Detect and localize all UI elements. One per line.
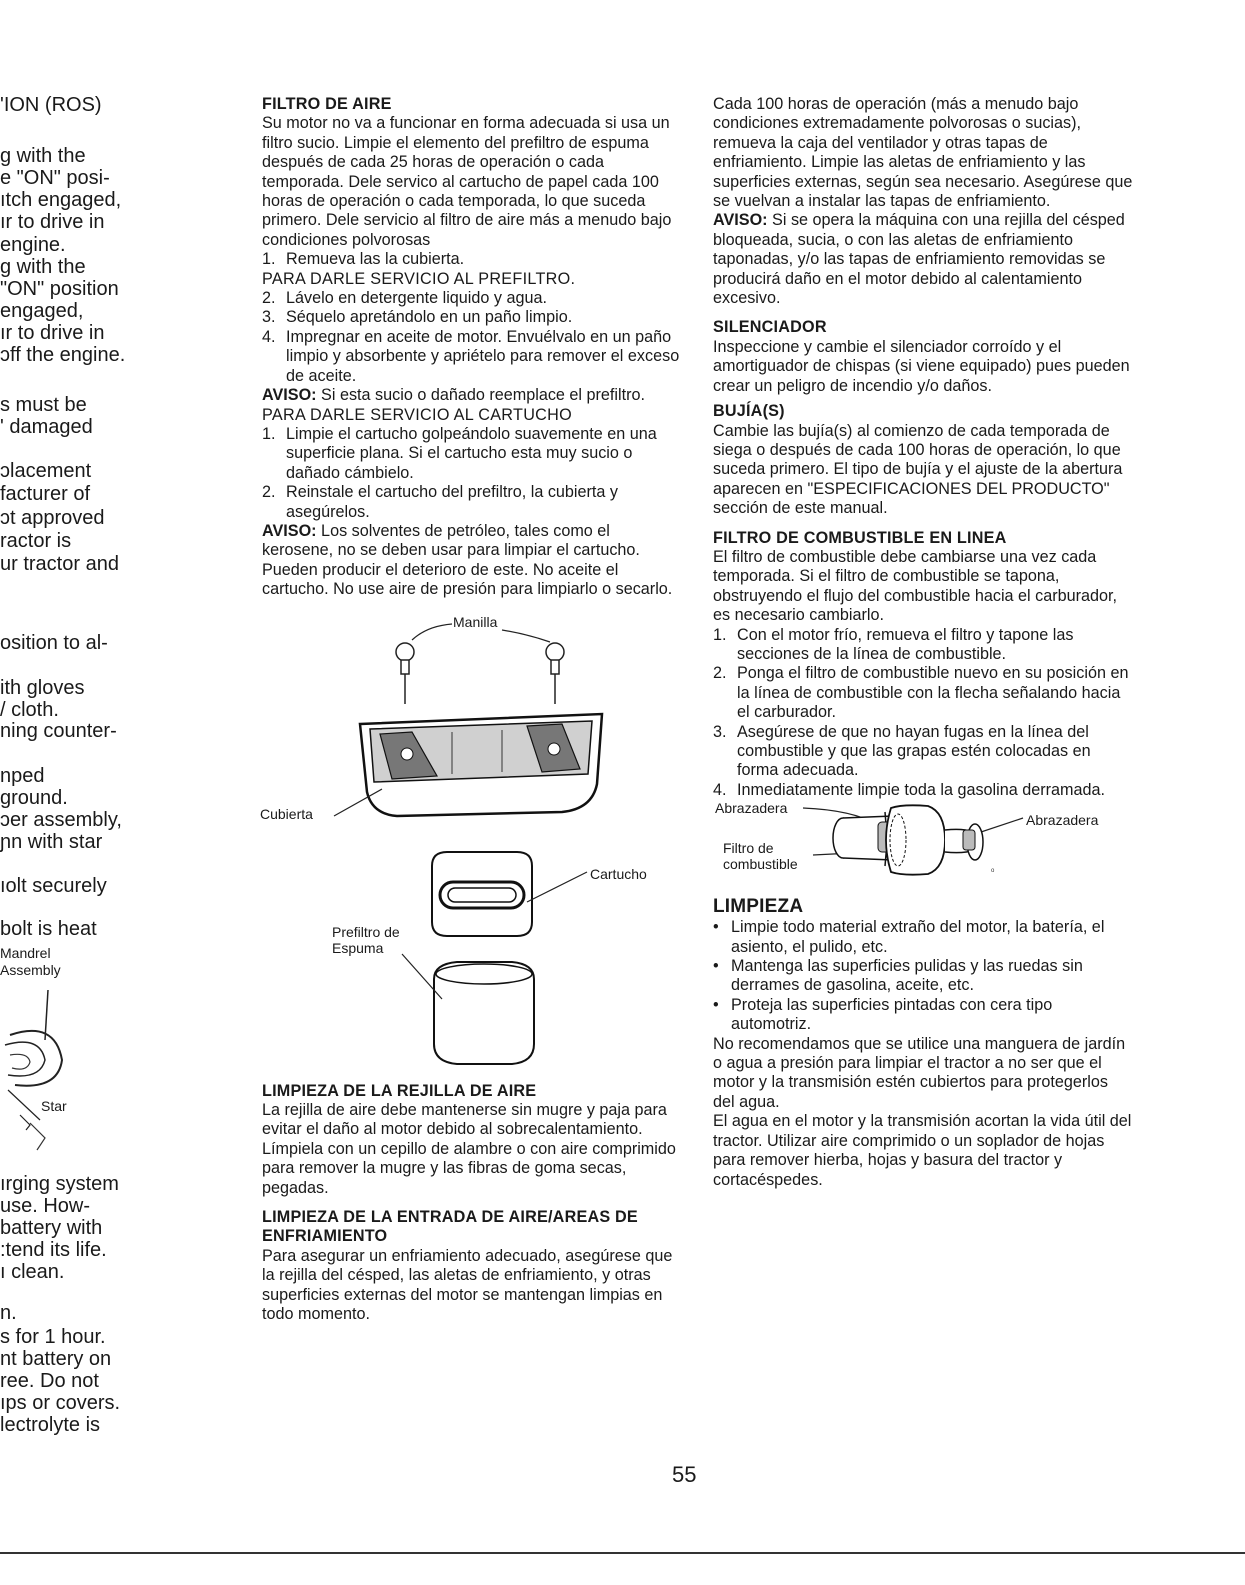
- left-fragment: n.: [0, 1302, 17, 1324]
- section-title: LIMPIEZA DE LA ENTRADA DE AIRE/AREAS DE ENFRIAMIENTO: [262, 1208, 638, 1246]
- step-text: Lávelo en detergente liquido y agua.: [286, 289, 547, 308]
- bullet-text: Limpie todo material extraño del motor, la batería, el asiento, el pulido, etc.: [731, 918, 1105, 956]
- notice-paragraph: [713, 211, 1133, 308]
- left-fragment: ur tractor and: [0, 553, 119, 575]
- left-fragment: bolt is heat: [0, 918, 97, 940]
- list-item: [262, 308, 682, 327]
- step-number: 4.: [713, 780, 727, 799]
- left-fragment: ɔer assembly,: [0, 809, 122, 831]
- step-text: Séquelo apretándolo en un paño limpio.: [286, 308, 573, 327]
- notice-text: Si esta sucio o dañado reemplace el prefiltro.: [316, 386, 645, 405]
- notice-paragraph: [262, 386, 682, 405]
- section-title: BUJÍA(S): [713, 402, 785, 421]
- step-number: 3.: [713, 722, 727, 741]
- filtro-label-line1: Filtro de: [723, 840, 774, 857]
- paragraph: La rejilla de aire debe mantenerse sin mugre y paja para evitar el daño al motor debido al sobrecalentamiento. Límpiela con un cepillo de alambre o con aire comprimido para remover la mugre y las fibras de goma secas, pegadas.: [262, 1100, 676, 1197]
- middle-column: [262, 95, 682, 1324]
- left-fragment: ɔt approved: [0, 507, 105, 529]
- left-fragment: ıps or covers.: [0, 1392, 121, 1414]
- left-fragment: nt battery on: [0, 1348, 112, 1370]
- step-number: 1.: [262, 250, 276, 269]
- notice-label: AVISO:: [262, 521, 317, 540]
- bullet: •: [713, 995, 719, 1014]
- left-fragment: ıtch engaged,: [0, 189, 122, 211]
- step-text: Impregnar en aceite de motor. Envuélvalo en un paño limpio y absorbente y apriételo para remover el exceso de aceite.: [286, 327, 680, 385]
- assembly-label: Assembly: [0, 962, 61, 978]
- star-label: Star: [41, 1098, 67, 1114]
- left-fragment: g with the: [0, 145, 86, 167]
- left-fragment: 'ION (ROS): [0, 94, 102, 116]
- paragraph: Su motor no va a funcionar en forma adecuada si usa un filtro sucio. Limpie el elemento del prefiltro de espuma después de cada 25 horas de operación o cada temporada. Dele servico al cartucho de papel cada 100 horas de operación o cada temporada, lo que suceda primero. Dele servicio al filtro de aire más a menudo bajo condiciones polvorosas: [262, 114, 672, 249]
- notice-label: AVISO:: [262, 386, 317, 405]
- abrazadera-left-label: Abrazadera: [715, 800, 788, 817]
- bullet: •: [713, 957, 719, 976]
- left-fragment: ır to drive in: [0, 211, 105, 233]
- step-text: Limpie el cartucho golpeándolo suavemente en una superficie plana. Si el cartucho esta muy sucio o dañado cámbielo.: [286, 424, 657, 482]
- bullet-text: Proteja las superficies pintadas con cera tipo automotriz.: [731, 995, 1053, 1034]
- bullet-text: Mantenga las superficies pulidas y las ruedas sin derrames de gasolina, aceite, etc.: [731, 957, 1083, 995]
- page-number: 55: [672, 1462, 697, 1487]
- step-text: Con el motor frío, remueva el filtro y tapone las secciones de la línea de combustible.: [737, 625, 1074, 663]
- left-fragment: :tend its life.: [0, 1239, 107, 1261]
- paragraph: El agua en el motor y la transmisión acortan la vida útil del tractor. Utilizar aire comprimido o un soplador de hojas para remover hierba, hojas y basura del tractor y cortacéspedes.: [713, 1112, 1132, 1189]
- left-fragment: s must be: [0, 394, 87, 416]
- rejilla-section: [262, 1082, 682, 1198]
- step-text: Ponga el filtro de combustible nuevo en su posición en la línea de combustible con la flecha señalando hacia el carburador.: [737, 664, 1129, 722]
- right-column: [713, 95, 1133, 1190]
- left-fragment: ɲn with star: [0, 831, 103, 853]
- list-item: [713, 664, 1133, 722]
- left-fragment: ır to drive in: [0, 322, 105, 344]
- silenciador-section: [713, 318, 1133, 396]
- left-fragment: use. How-: [0, 1195, 91, 1217]
- filtro-aire-section: [262, 95, 682, 600]
- left-fragment: osition to al-: [0, 632, 108, 654]
- step-number: 2.: [713, 664, 727, 683]
- notice-text: Si se opera la máquina con una rejilla del césped bloqueada, sucia, o con las aletas de enfriamiento taponadas, y/o las tapas de enfriamiento removidas se producirá daño en el motor debido al calentamiento excesivo.: [713, 211, 1125, 308]
- left-fragment: ɔff the engine.: [0, 344, 126, 366]
- step-number: 3.: [262, 308, 276, 327]
- list-item: [262, 483, 682, 522]
- step-number: 4.: [262, 327, 276, 346]
- left-fragment: ıolt securely: [0, 875, 107, 897]
- left-fragment: engine.: [0, 234, 66, 256]
- fuel-filter-figure: [713, 800, 1133, 896]
- step-text: Reinstale el cartucho del prefiltro, la cubierta y asegúrelos.: [286, 483, 619, 521]
- bujias-section: [713, 402, 1133, 518]
- limpieza-section: [713, 896, 1133, 1190]
- subheading: PARA DARLE SERVICIO AL CARTUCHO: [262, 405, 573, 424]
- list-item: [713, 957, 1133, 996]
- list-item: [262, 250, 682, 269]
- left-fragment: / cloth.: [0, 699, 59, 721]
- left-fragment: ɔlacement: [0, 460, 92, 482]
- subheading: PARA DARLE SERVICIO AL PREFILTRO.: [262, 269, 576, 288]
- step-number: 2.: [262, 483, 276, 502]
- step-number: 2.: [262, 289, 276, 308]
- list-item: [713, 626, 1133, 665]
- paragraph: El filtro de combustible debe cambiarse una vez cada temporada. Si el filtro de combustible se tapona, obstruyendo el flujo del combustible hacia el carburador, es necesario cambiarlo.: [713, 547, 1118, 625]
- entrada-aire-section: [262, 1208, 682, 1324]
- paragraph: Para asegurar un enfriamiento adecuado, asegúrese que la rejilla del césped, las aletas de enfriamiento, y otras superficies externas del motor se mantengan limpias en todo momento.: [262, 1246, 673, 1324]
- svg-text:ᴏ: ᴏ: [991, 868, 995, 875]
- list-item: [713, 996, 1133, 1035]
- paragraph: Cada 100 horas de operación (más a menudo bajo condiciones extremadamente polvorosas o sucias), remueva la caja del ventilador y otras tapas de enfriamiento. Limpie las aletas de enfriamiento y las superficies externas, según sea necesario. Asegúrese que se vuelvan a instalar las tapas de enfriamiento.: [713, 95, 1133, 211]
- step-text: Remueva las la cubierta.: [286, 250, 465, 269]
- mandrel-label: Mandrel: [0, 945, 51, 961]
- air-filter-figure: [262, 604, 682, 1082]
- section-title: FILTRO DE COMBUSTIBLE EN LINEA: [713, 528, 1007, 547]
- list-item: [713, 781, 1133, 800]
- list-item: [262, 289, 682, 308]
- left-fragment: g with the: [0, 256, 86, 278]
- left-fragment: facturer of: [0, 483, 91, 505]
- left-fragment: ning counter-: [0, 720, 117, 742]
- left-fragment: lectrolyte is: [0, 1414, 101, 1436]
- left-fragment: battery with: [0, 1217, 103, 1239]
- left-fragment: ' damaged: [0, 416, 93, 438]
- list-item: [713, 723, 1133, 781]
- cubierta-label: Cubierta: [260, 805, 313, 822]
- left-fragment: ground.: [0, 787, 68, 809]
- left-fragment: ı clean.: [0, 1261, 65, 1283]
- left-fragment: ractor is: [0, 530, 72, 552]
- cartucho-label: Cartucho: [590, 865, 647, 882]
- section-title: LIMPIEZA DE LA REJILLA DE AIRE: [262, 1081, 537, 1100]
- notice-label: AVISO:: [713, 211, 768, 230]
- star-part-mark: [25, 1118, 55, 1158]
- left-fragment: "ON" position: [0, 278, 119, 300]
- filtro-label-line2: combustible: [723, 856, 798, 873]
- bullet: •: [713, 918, 719, 937]
- left-fragment: ith gloves: [0, 677, 85, 699]
- section-title: LIMPIEZA: [713, 896, 804, 918]
- paragraph: No recomendamos que se utilice una manguera de jardín o agua a presión para limpiar el tractor a no ser que el motor y la transmisión estén cubiertos para protegerlos del agua.: [713, 1034, 1126, 1111]
- mandrel-assembly-illustration: [0, 980, 110, 1140]
- list-item: [262, 425, 682, 483]
- prefiltro-label-line2: Espuma: [332, 939, 384, 956]
- left-fragment: ırging system: [0, 1173, 119, 1195]
- abrazadera-right-label: Abrazadera: [1026, 812, 1099, 829]
- paragraph: Cambie las bujía(s) al comienzo de cada temporada de siega o después de cada 100 horas de operación, lo que suceda primero. El tipo de bujía y el ajuste de la abertura aparecen en "ESPECIFICACIONES DEL PRODUCTO" sección de este manual.: [713, 421, 1123, 518]
- left-fragment: e "ON" posi-: [0, 167, 110, 189]
- left-fragment: s for 1 hour.: [0, 1326, 106, 1348]
- list-item: [713, 918, 1133, 957]
- left-fragment: ree. Do not: [0, 1370, 99, 1392]
- left-fragment: nped: [0, 765, 45, 787]
- step-number: 1.: [262, 424, 276, 443]
- step-number: 1.: [713, 625, 727, 644]
- left-fragment: engaged,: [0, 300, 84, 322]
- manilla-label: Manilla: [453, 613, 498, 630]
- prefiltro-label-line1: Prefiltro de: [332, 923, 400, 940]
- list-item: [262, 328, 682, 386]
- step-text: Inmediatamente limpie toda la gasolina derramada.: [737, 780, 1106, 799]
- paragraph: Inspeccione y cambie el silenciador corroído y el amortiguador de chispas (si viene equipado) pues pueden crear un peligro de incendio y/o daños.: [713, 337, 1130, 395]
- step-text: Asegúrese de que no hayan fugas en la línea del combustible y que las grapas estén colocadas en forma adecuada.: [737, 722, 1091, 780]
- notice-text: Los solventes de petróleo, tales como el kerosene, no se deben usar para limpiar el cartucho. Pueden producir el deterioro de este. No aceite el cartucho. No use aire de presión para limpiarlo o secarlo.: [262, 521, 673, 599]
- bottom-rule: [0, 1552, 1245, 1554]
- section-title: SILENCIADOR: [713, 318, 827, 337]
- filtro-combustible-section: [713, 529, 1133, 801]
- air-filter-illustration: [262, 604, 682, 1082]
- section-title: FILTRO DE AIRE: [262, 95, 392, 113]
- notice-paragraph: [262, 522, 682, 600]
